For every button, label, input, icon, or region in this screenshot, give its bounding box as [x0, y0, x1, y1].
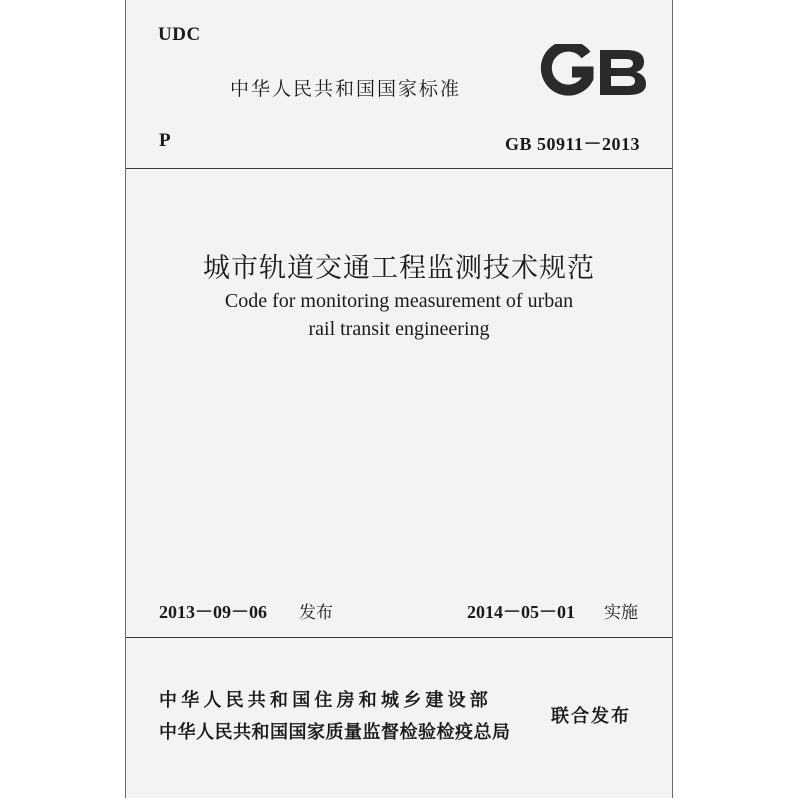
footer-divider	[126, 637, 672, 638]
title-chinese: 城市轨道交通工程监测技术规范	[203, 253, 595, 284]
national-standard-title: 中华人民共和国国家标准	[230, 78, 462, 100]
udc-label: UDC	[158, 24, 201, 45]
issue-date: 2013－09－06	[159, 602, 267, 622]
title-english-line2: rail transit engineering	[308, 318, 490, 340]
implement-date: 2014－05－01	[467, 602, 575, 622]
issue-label: 发布	[299, 603, 333, 623]
joint-publish-label: 联合发布	[551, 706, 631, 727]
category-code: P	[159, 130, 171, 151]
gb-logo	[540, 44, 652, 100]
book-cover	[125, 0, 673, 798]
title-english-line1: Code for monitoring measurement of urban	[224, 290, 574, 312]
header-divider	[126, 168, 672, 169]
standard-code: GB 50911－2013	[504, 134, 640, 154]
publisher-quality-supervision: 中华人民共和国国家质量监督检验检疫总局	[159, 722, 511, 743]
publisher-ministry-housing: 中华人民共和国住房和城乡建设部	[159, 690, 492, 711]
implement-label: 实施	[604, 603, 638, 623]
gb-logo-text: GB	[596, 78, 598, 79]
